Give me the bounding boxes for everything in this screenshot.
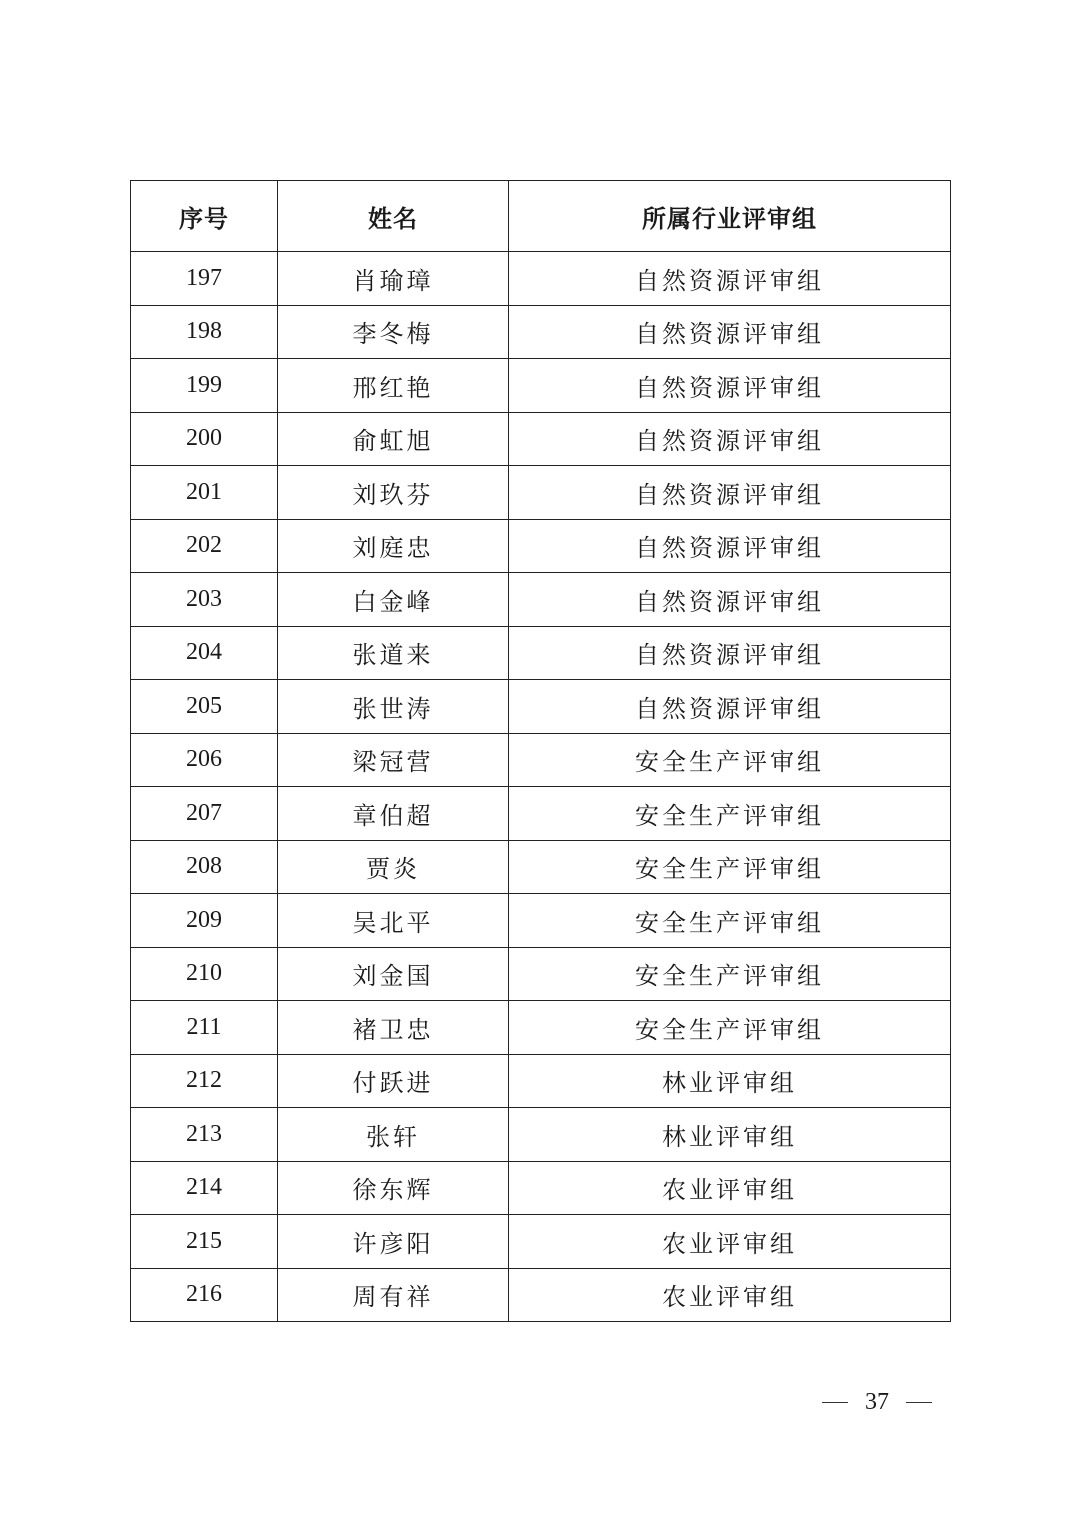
cell-name: 邢红艳: [278, 359, 509, 413]
table-row: [131, 1001, 951, 1055]
table-row: [131, 359, 951, 413]
cell-group: 安全生产评审组: [509, 1001, 951, 1055]
table-row: [131, 894, 951, 948]
cell-name: 张道来: [278, 626, 509, 680]
cell-seq: 208: [131, 840, 278, 894]
cell-name: 徐东辉: [278, 1161, 509, 1215]
cell-name: 俞虹旭: [278, 412, 509, 466]
cell-group: 农业评审组: [509, 1268, 951, 1322]
cell-seq: 203: [131, 573, 278, 627]
cell-name: 贾炎: [278, 840, 509, 894]
cell-seq: 214: [131, 1161, 278, 1215]
cell-name: 梁冠营: [278, 733, 509, 787]
cell-group: 自然资源评审组: [509, 305, 951, 359]
cell-seq: 197: [131, 252, 278, 306]
cell-seq: 205: [131, 680, 278, 734]
table-row: [131, 573, 951, 627]
table-row: [131, 252, 951, 306]
cell-seq: 201: [131, 466, 278, 520]
table-body: [131, 252, 951, 1322]
cell-name: 周有祥: [278, 1268, 509, 1322]
table-row: [131, 519, 951, 573]
table-row: [131, 1161, 951, 1215]
cell-group: 自然资源评审组: [509, 519, 951, 573]
cell-name: 张轩: [278, 1108, 509, 1162]
cell-seq: 213: [131, 1108, 278, 1162]
cell-group: 自然资源评审组: [509, 412, 951, 466]
table-row: [131, 626, 951, 680]
cell-group: 安全生产评审组: [509, 894, 951, 948]
cell-group: 农业评审组: [509, 1161, 951, 1215]
cell-group: 林业评审组: [509, 1108, 951, 1162]
cell-group: 自然资源评审组: [509, 252, 951, 306]
cell-name: 刘金国: [278, 947, 509, 1001]
cell-seq: 204: [131, 626, 278, 680]
cell-name: 白金峰: [278, 573, 509, 627]
table-row: [131, 305, 951, 359]
cell-seq: 216: [131, 1268, 278, 1322]
page-number-value: 37: [865, 1388, 889, 1415]
cell-group: 安全生产评审组: [509, 733, 951, 787]
cell-group: 自然资源评审组: [509, 466, 951, 520]
cell-name: 刘玖芬: [278, 466, 509, 520]
cell-seq: 199: [131, 359, 278, 413]
cell-group: 安全生产评审组: [509, 947, 951, 1001]
cell-name: 付跃进: [278, 1054, 509, 1108]
cell-seq: 206: [131, 733, 278, 787]
header-name: 姓名: [278, 181, 509, 252]
cell-group: 农业评审组: [509, 1215, 951, 1269]
page-number-left-dash: [822, 1402, 848, 1403]
roster-table: [130, 180, 951, 1322]
cell-group: 自然资源评审组: [509, 626, 951, 680]
cell-group: 自然资源评审组: [509, 573, 951, 627]
table-row: [131, 1054, 951, 1108]
table-row: [131, 840, 951, 894]
page-number: [822, 1382, 932, 1422]
table-row: [131, 733, 951, 787]
cell-seq: 211: [131, 1001, 278, 1055]
cell-seq: 212: [131, 1054, 278, 1108]
table-header-row: [131, 181, 951, 252]
cell-group: 自然资源评审组: [509, 359, 951, 413]
cell-name: 吴北平: [278, 894, 509, 948]
cell-seq: 209: [131, 894, 278, 948]
cell-seq: 210: [131, 947, 278, 1001]
cell-name: 许彦阳: [278, 1215, 509, 1269]
cell-group: 自然资源评审组: [509, 680, 951, 734]
table-row: [131, 1108, 951, 1162]
cell-group: 林业评审组: [509, 1054, 951, 1108]
cell-name: 肖瑜璋: [278, 252, 509, 306]
header-group: 所属行业评审组: [509, 181, 951, 252]
table-row: [131, 787, 951, 841]
table-row: [131, 947, 951, 1001]
table-row: [131, 680, 951, 734]
cell-name: 褚卫忠: [278, 1001, 509, 1055]
table-row: [131, 466, 951, 520]
page-number-right-dash: [906, 1402, 932, 1403]
table-row: [131, 1268, 951, 1322]
cell-name: 李冬梅: [278, 305, 509, 359]
cell-seq: 198: [131, 305, 278, 359]
cell-name: 章伯超: [278, 787, 509, 841]
cell-seq: 215: [131, 1215, 278, 1269]
cell-name: 张世涛: [278, 680, 509, 734]
table-row: [131, 412, 951, 466]
cell-seq: 200: [131, 412, 278, 466]
header-seq: 序号: [131, 181, 278, 252]
cell-group: 安全生产评审组: [509, 840, 951, 894]
cell-name: 刘庭忠: [278, 519, 509, 573]
cell-seq: 202: [131, 519, 278, 573]
cell-seq: 207: [131, 787, 278, 841]
table-row: [131, 1215, 951, 1269]
cell-group: 安全生产评审组: [509, 787, 951, 841]
